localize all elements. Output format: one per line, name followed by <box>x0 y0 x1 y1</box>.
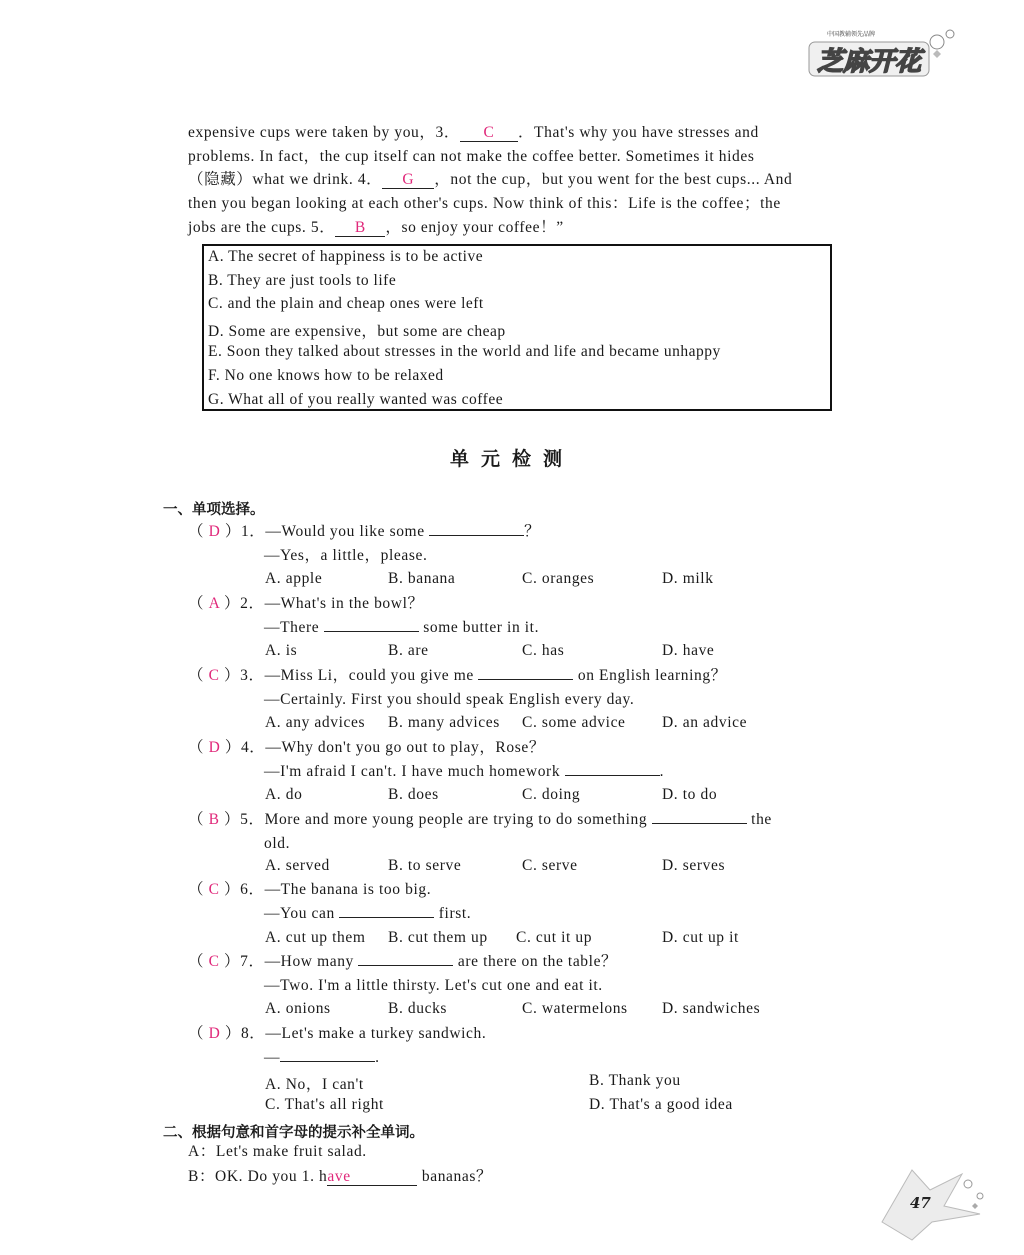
q4-option-a: A. do <box>265 786 303 803</box>
q6-option-a: A. cut up them <box>265 929 366 946</box>
q1-option-b: B. banana <box>388 570 456 587</box>
page-number-badge <box>872 1162 992 1242</box>
q4-option-d: D. to do <box>662 786 718 803</box>
option-f: F. No one knows how to be relaxed <box>208 367 444 384</box>
q2-option-b: B. are <box>388 642 429 659</box>
answer-blank-word-1: ave <box>327 1169 417 1186</box>
question-3: （ C ）3．—Miss Li，could you give me on English learning？ <box>188 667 727 684</box>
q5-option-a: A. served <box>265 857 330 874</box>
question-7-reply: —Two. I'm a little thirsty. Let's cut one and eat it. <box>264 977 603 994</box>
reading-line-2: problems. In fact，the cup itself can not make the coffee better. Sometimes it hides <box>188 148 755 165</box>
q2-option-c: C. has <box>522 642 565 659</box>
q7-option-d: D. sandwiches <box>662 1000 761 1017</box>
q1-option-c: C. oranges <box>522 570 595 587</box>
q2-option-a: A. is <box>265 642 298 659</box>
option-d: D. Some are expensive，but some are cheap <box>208 323 506 340</box>
reading-line-1: expensive cups were taken by you，3． C ．That's why you have stresses and <box>188 124 759 141</box>
q3-option-a: A. any advices <box>265 714 366 731</box>
question-8-reply: — . <box>264 1049 380 1066</box>
option-e: E. Soon they talked about stresses in the world and life and became unhappy <box>208 343 721 360</box>
reading-line-3: （隐藏）what we drink. 4． G ，not the cup，but you went for the best cups... And <box>188 171 793 188</box>
q7-option-c: C. watermelons <box>522 1000 628 1017</box>
reading-line-5: jobs are the cups. 5． B ，so enjoy your coffee！” <box>188 219 564 236</box>
q7-option-b: B. ducks <box>388 1000 448 1017</box>
q3-option-c: C. some advice <box>522 714 626 731</box>
q3-option-b: B. many advices <box>388 714 500 731</box>
answer-blank-3: C <box>460 125 518 142</box>
answer-blank-4: G <box>382 172 434 189</box>
q4-option-b: B. does <box>388 786 439 803</box>
q8-option-a: A. No，I can't <box>265 1076 364 1093</box>
option-a: A. The secret of happiness is to be active <box>208 248 484 265</box>
q7-option-a: A. onions <box>265 1000 331 1017</box>
question-4-reply: —I'm afraid I can't. I have much homework . <box>264 763 665 780</box>
question-5: （ B ）5．More and more young people are trying to do something the <box>188 811 772 828</box>
publisher-logo <box>805 24 960 84</box>
page-number: 47 <box>910 1194 931 1212</box>
q5-option-d: D. serves <box>662 857 726 874</box>
answer-blank-5: B <box>335 220 385 237</box>
logo-small-text: 中国教辅领先品牌 <box>827 31 876 38</box>
q2-option-d: D. have <box>662 642 715 659</box>
question-8: （ D ）8．—Let's make a turkey sandwich. <box>188 1025 487 1042</box>
question-5-reply: old. <box>264 835 291 852</box>
question-2-reply: —There some butter in it. <box>264 619 540 636</box>
logo-text: 芝麻开花 <box>817 47 922 77</box>
question-7: （ C ）7．—How many are there on the table？ <box>188 953 618 970</box>
option-g: G. What all of you really wanted was coffee <box>208 391 504 408</box>
q6-option-c: C. cut it up <box>516 929 593 946</box>
section2-heading: 二、根据句意和首字母的提示补全单词。 <box>163 1125 424 1141</box>
q8-option-b: B. Thank you <box>589 1072 681 1089</box>
question-2: （ A ）2．—What's in the bowl？ <box>188 595 424 612</box>
section1-heading: 一、单项选择。 <box>163 502 265 518</box>
q1-option-a: A. apple <box>265 570 323 587</box>
question-4: （ D ）4．—Why don't you go out to play，Rose？ <box>188 739 545 756</box>
unit-title: 单元检测 <box>449 448 574 470</box>
q3-option-d: D. an advice <box>662 714 748 731</box>
dialogue-line-b: B：OK. Do you 1. have bananas？ <box>188 1168 493 1185</box>
question-1-reply: —Yes，a little，please. <box>264 547 428 564</box>
q8-option-c: C. That's all right <box>265 1096 384 1113</box>
q5-option-b: B. to serve <box>388 857 462 874</box>
option-c: C. and the plain and cheap ones were left <box>208 295 484 312</box>
q4-option-c: C. doing <box>522 786 581 803</box>
q6-option-b: B. cut them up <box>388 929 488 946</box>
dialogue-line-a: A：Let's make fruit salad. <box>188 1143 367 1160</box>
q5-option-c: C. serve <box>522 857 578 874</box>
question-6: （ C ）6．—The banana is too big. <box>188 881 432 898</box>
options-box <box>202 244 832 411</box>
q6-option-d: D. cut up it <box>662 929 739 946</box>
question-1: （ D ）1．—Would you like some ？ <box>188 523 541 540</box>
reading-line-4: then you began looking at each other's cups. Now think of this：Life is the coffee；the <box>188 195 781 212</box>
question-6-reply: —You can first. <box>264 905 472 922</box>
q8-option-d: D. That's a good idea <box>589 1096 733 1113</box>
q1-option-d: D. milk <box>662 570 714 587</box>
option-b: B. They are just tools to life <box>208 272 397 289</box>
question-3-reply: —Certainly. First you should speak English every day. <box>264 691 635 708</box>
